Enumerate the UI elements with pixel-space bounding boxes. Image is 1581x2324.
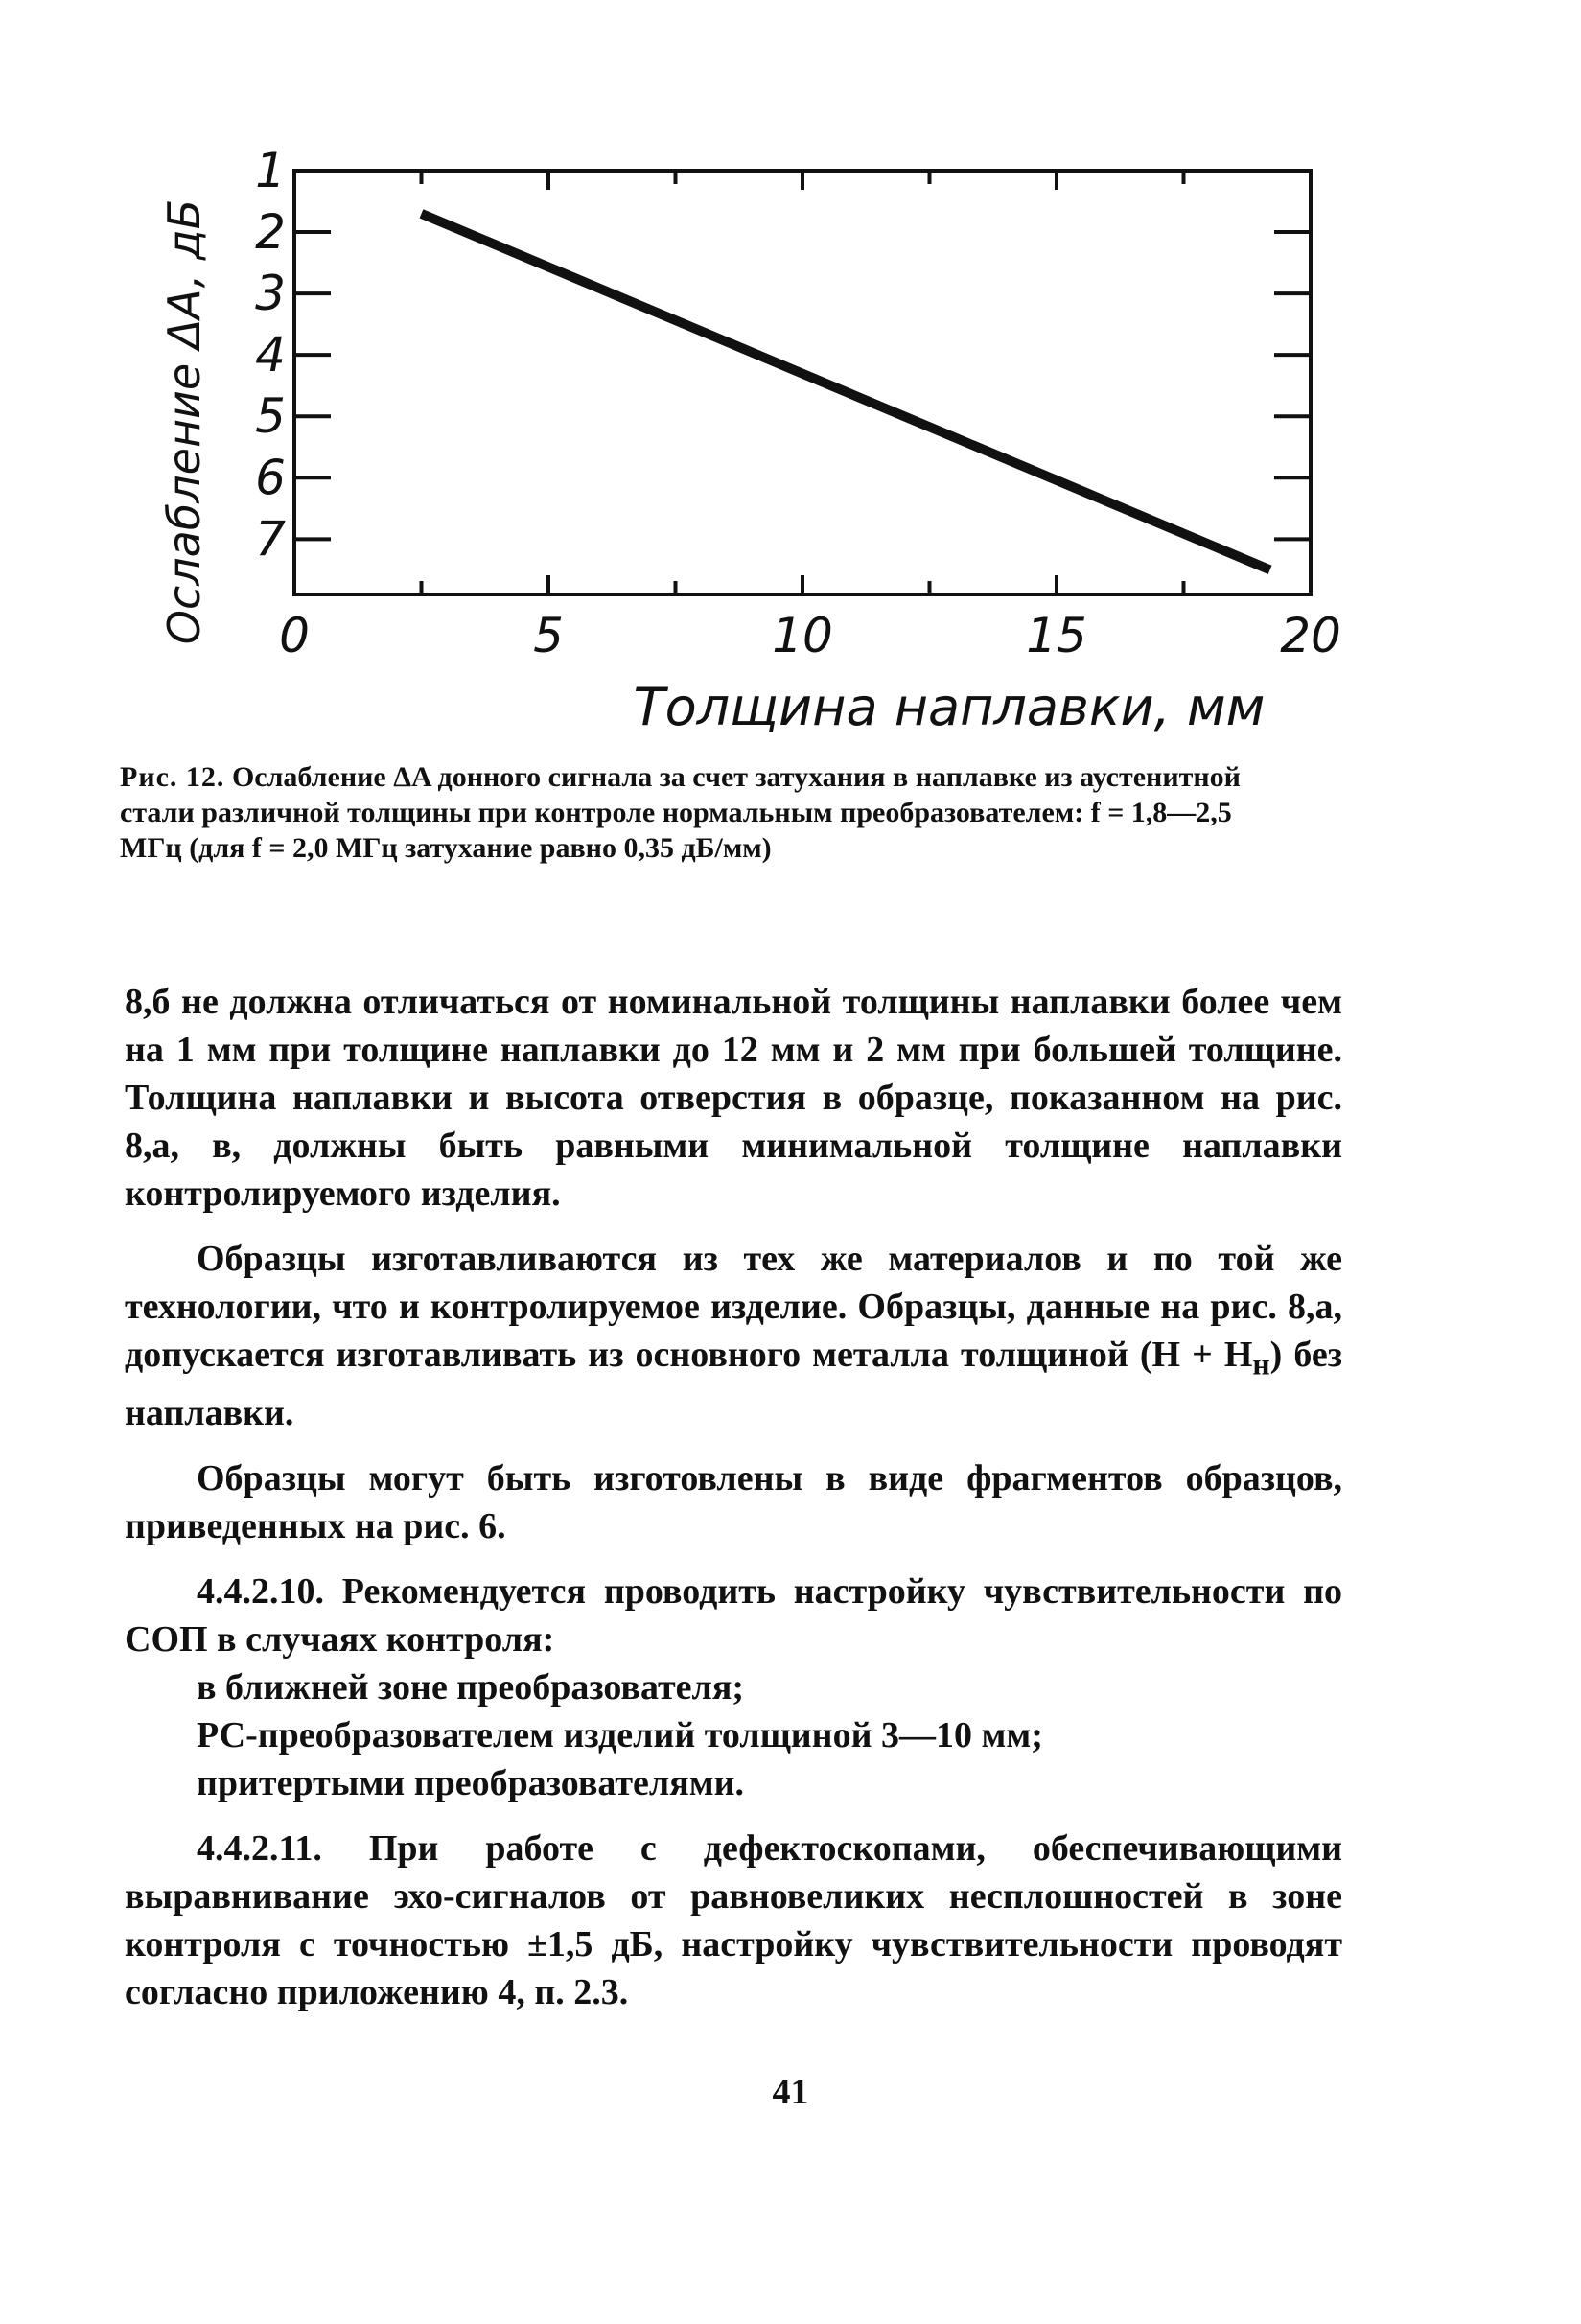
- y-axis-ticks: [255, 143, 1311, 567]
- figure-caption-text: Ослабление ΔA донного сигнала за счет затухания в наплавке из аустенитной стали различной толщины при контроле нормальным преобразователем: f = 1,8—2,5 МГц (для f = 2,0 МГц затухание равно 0,35 дБ/мм): [120, 761, 1241, 864]
- chart-frame: [294, 171, 1311, 594]
- y-tick-label: 4: [255, 327, 286, 383]
- x-tick-label: 0: [279, 608, 310, 663]
- y-tick-label: 5: [255, 388, 286, 445]
- list-item: в ближней зоне преобразователя;: [197, 1666, 745, 1708]
- paragraph-2-end: ) без наплавки.: [125, 1335, 1343, 1433]
- attenuation-chart: [0, 0, 1581, 748]
- section-4-4-2-10: [125, 1568, 1342, 1807]
- body-text: [125, 978, 1342, 2034]
- paragraph-2-main: Образцы изготавливаются из тех же материалов и по той же технологии, что и контролируемое изделие. Образцы, данные на рис. 8,а, допускается изготавливать из основного металла толщиной (H + H: [125, 1239, 1342, 1375]
- page-number: 41: [772, 2072, 809, 2112]
- y-tick-label: 3: [255, 266, 286, 322]
- y-tick-label: 7: [255, 511, 286, 568]
- x-axis-ticks: [279, 171, 1341, 663]
- x-tick-label: 20: [1280, 608, 1341, 663]
- x-axis-title: Толщина наплавки, мм: [633, 677, 1266, 737]
- series-layer: [422, 214, 1270, 570]
- paragraph-1: 8,б не должна отличаться от номинальной толщины наплавки более чем на 1 мм при толщине наплавки до 12 мм и 2 мм при большей толщине. Толщина наплавки и высота отверстия в образце, показанном на рис. 8,а, в, должны быть равными минимальной толщине наплавки контролируемого изделия.: [125, 982, 1342, 1214]
- subscript-h: н: [1252, 1347, 1270, 1382]
- y-tick-label: 1: [255, 143, 286, 198]
- series-line: [422, 214, 1270, 570]
- paragraph-2: [125, 1235, 1342, 1437]
- list-item: притертыми преобразователями.: [197, 1762, 745, 1803]
- paragraph-5: 4.4.2.11. При работе с дефектоскопами, обеспечивающими выравнивание эхо-сигналов от равновеликих несплошностей в зоне контроля с точностью ±1,5 дБ, настройку чувствительности проводят согласно приложению 4, п. 2.3.: [125, 1827, 1342, 2012]
- x-tick-label: 5: [533, 608, 564, 663]
- list-item: РС-преобразователем изделий толщиной 3—10 мм;: [197, 1714, 1043, 1755]
- paragraph-4: 4.4.2.10. Рекомендуется проводить настройку чувствительности по СОП в случаях контроля:: [125, 1570, 1342, 1660]
- x-tick-label: 10: [772, 608, 833, 663]
- figure-caption: [120, 759, 1294, 866]
- paragraph-3: Образцы могут быть изготовлены в виде фрагментов образцов, приведенных на рис. 6.: [125, 1457, 1342, 1546]
- x-tick-label: 15: [1026, 608, 1087, 663]
- y-tick-label: 6: [255, 450, 286, 506]
- figure-label: Рис. 12.: [120, 761, 225, 793]
- y-axis-title: Ослабление ΔA, дБ: [158, 198, 210, 645]
- y-tick-label: 2: [255, 204, 286, 261]
